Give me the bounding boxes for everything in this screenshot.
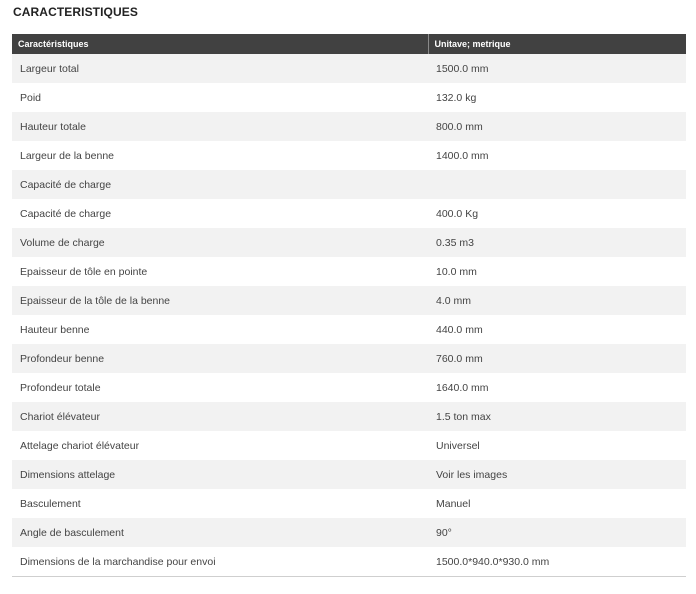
table-row bbox=[12, 431, 686, 460]
row-value bbox=[428, 170, 686, 199]
row-value: 4.0 mm bbox=[428, 286, 686, 315]
row-label: Chariot élévateur bbox=[12, 402, 428, 431]
table-row bbox=[12, 141, 686, 170]
row-value: Manuel bbox=[428, 489, 686, 518]
table-row bbox=[12, 460, 686, 489]
row-value: 90° bbox=[428, 518, 686, 547]
specifications-table bbox=[12, 34, 686, 577]
table-row bbox=[12, 257, 686, 286]
table-row bbox=[12, 54, 686, 83]
row-label: Capacité de charge bbox=[12, 170, 428, 199]
row-value: 400.0 Kg bbox=[428, 199, 686, 228]
table-header-row bbox=[12, 34, 686, 54]
table-row bbox=[12, 83, 686, 112]
table-body bbox=[12, 54, 686, 577]
row-label: Hauteur benne bbox=[12, 315, 428, 344]
row-label: Epaisseur de tôle en pointe bbox=[12, 257, 428, 286]
row-value: 1400.0 mm bbox=[428, 141, 686, 170]
table-row bbox=[12, 547, 686, 577]
row-value: 760.0 mm bbox=[428, 344, 686, 373]
table-row bbox=[12, 228, 686, 257]
row-label: Profondeur benne bbox=[12, 344, 428, 373]
table-header bbox=[12, 34, 686, 54]
row-value: 440.0 mm bbox=[428, 315, 686, 344]
row-label: Profondeur totale bbox=[12, 373, 428, 402]
row-label: Largeur de la benne bbox=[12, 141, 428, 170]
table-row bbox=[12, 489, 686, 518]
table-row bbox=[12, 518, 686, 547]
row-value: Universel bbox=[428, 431, 686, 460]
row-value: 132.0 kg bbox=[428, 83, 686, 112]
row-label: Attelage chariot élévateur bbox=[12, 431, 428, 460]
row-label: Basculement bbox=[12, 489, 428, 518]
row-value: 1500.0 mm bbox=[428, 54, 686, 83]
row-label: Angle de basculement bbox=[12, 518, 428, 547]
row-value: 10.0 mm bbox=[428, 257, 686, 286]
table-row bbox=[12, 344, 686, 373]
row-label: Largeur total bbox=[12, 54, 428, 83]
row-value: Voir les images bbox=[428, 460, 686, 489]
row-value: 800.0 mm bbox=[428, 112, 686, 141]
row-value: 1640.0 mm bbox=[428, 373, 686, 402]
column-header-unit: Unitave; metrique bbox=[428, 34, 686, 54]
row-label: Dimensions attelage bbox=[12, 460, 428, 489]
section-title: CARACTERISTIQUES bbox=[13, 5, 138, 19]
row-label: Volume de charge bbox=[12, 228, 428, 257]
row-value: 1.5 ton max bbox=[428, 402, 686, 431]
row-value: 0.35 m3 bbox=[428, 228, 686, 257]
table-row bbox=[12, 402, 686, 431]
row-label: Epaisseur de la tôle de la benne bbox=[12, 286, 428, 315]
table-row bbox=[12, 286, 686, 315]
table-row bbox=[12, 170, 686, 199]
table-row bbox=[12, 315, 686, 344]
row-label: Dimensions de la marchandise pour envoi bbox=[12, 547, 428, 577]
row-label: Poid bbox=[12, 83, 428, 112]
row-label: Hauteur totale bbox=[12, 112, 428, 141]
row-label: Capacité de charge bbox=[12, 199, 428, 228]
table-row bbox=[12, 112, 686, 141]
table-row bbox=[12, 373, 686, 402]
row-value: 1500.0*940.0*930.0 mm bbox=[428, 547, 686, 577]
column-header-characteristic: Caractéristiques bbox=[12, 34, 428, 54]
table-row bbox=[12, 199, 686, 228]
